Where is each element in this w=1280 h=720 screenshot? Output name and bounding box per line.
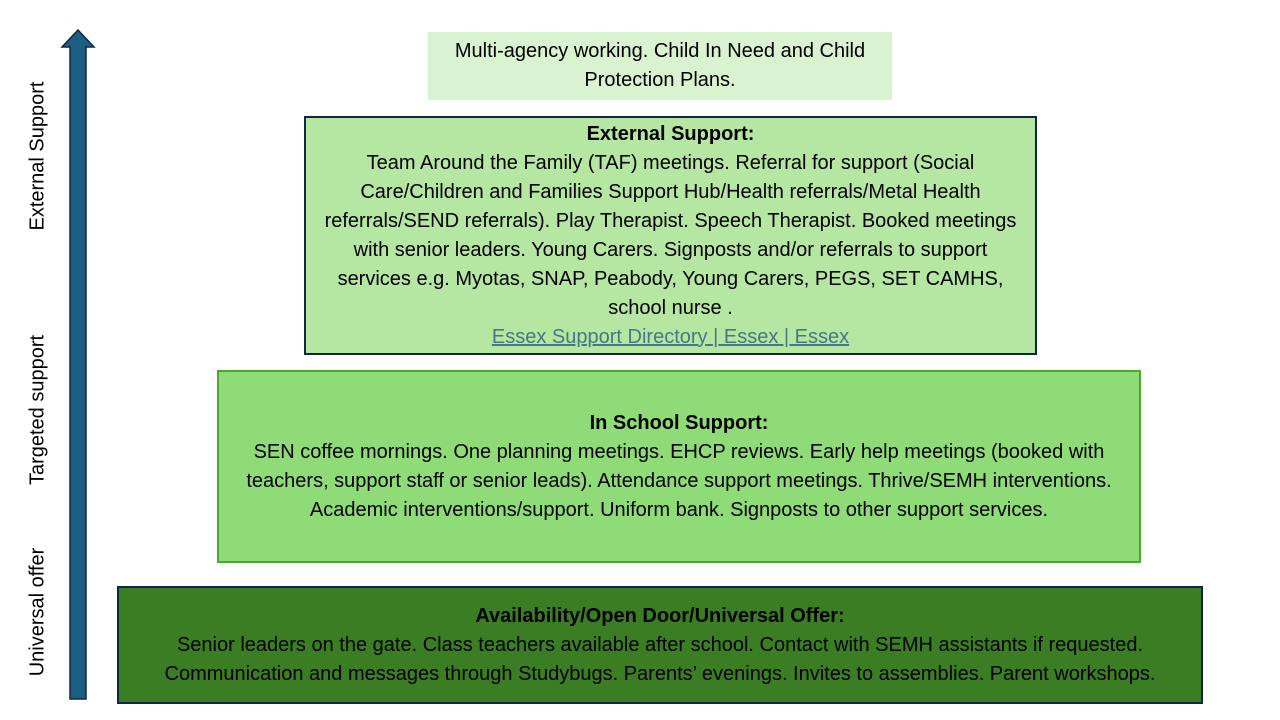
universal-offer-box xyxy=(117,586,1203,704)
external-support-box xyxy=(304,116,1037,355)
in-school-support-box xyxy=(217,370,1141,563)
axis-label-external-text: External Support xyxy=(26,81,49,231)
multi-agency-text: Multi-agency working. Child In Need and Child Protection Plans. xyxy=(454,40,866,91)
multi-agency-box xyxy=(428,32,892,100)
external-support-title: External Support: xyxy=(586,122,755,145)
axis-label-targeted-text: Targeted support xyxy=(26,334,49,486)
upward-arrow-icon xyxy=(60,28,96,702)
in-school-support-title: In School Support: xyxy=(589,411,769,434)
in-school-support-text: SEN coffee mornings. One planning meetings. EHCP reviews. Early help meetings (booked with teachers, support staff or senior leads). Attendance support meetings. Thrive/SEMH interventions. Academic interventions/support. Uniform bank. Signposts to other support services. xyxy=(246,440,1112,521)
universal-offer-text: Senior leaders on the gate. Class teachers available after school. Contact with SEMH assistants if requested. Communication and messages through Studybugs. Parents’ evenings. Invites to assemblies. Parent workshops. xyxy=(164,633,1156,685)
axis-label-universal-text: Universal offer xyxy=(26,547,49,677)
universal-offer-title: Availability/Open Door/Universal Offer: xyxy=(475,604,845,627)
essex-support-directory-link[interactable]: Essex Support Directory | Essex | Essex xyxy=(491,325,850,348)
external-support-text: Team Around the Family (TAF) meetings. Referral for support (Social Care/Children and Families Support Hub/Health referrals/Metal Health referrals/SEND referrals). Play Therapist. Speech Therapist. Booked meetings with senior leaders. Young Carers. Signposts and/or referrals to support services e.g. Myotas, SNAP, Peabody, Young Carers, PEGS, SET CAMHS, school nurse . xyxy=(324,151,1017,319)
